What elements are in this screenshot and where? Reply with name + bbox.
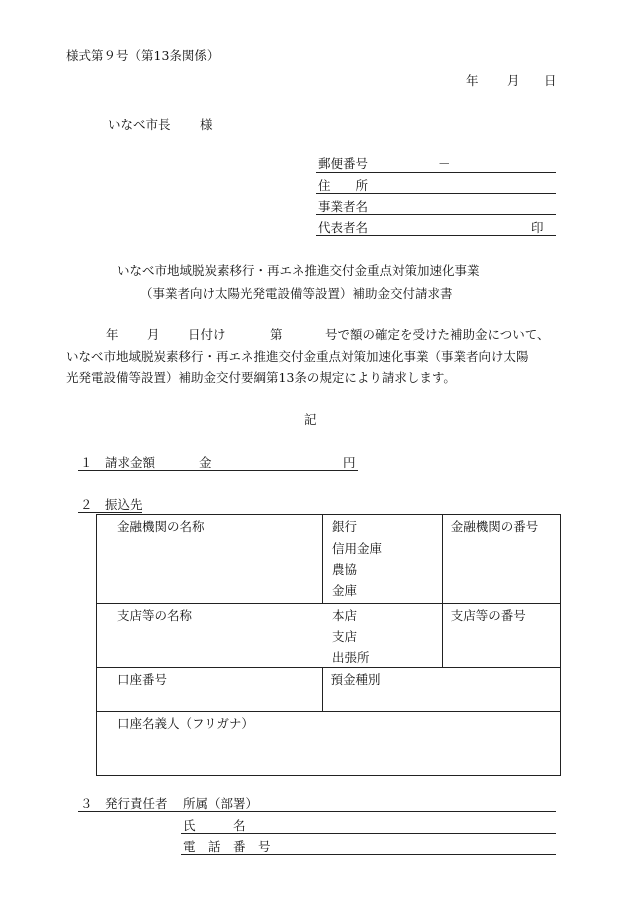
branch-type-2[interactable]: 出張所 (332, 650, 370, 665)
date-day[interactable]: 日 (544, 73, 557, 88)
name-label: 氏 名 (183, 818, 246, 833)
bank-type-2[interactable]: 農協 (332, 562, 358, 577)
deposit-type-cell[interactable] (322, 668, 560, 712)
body-day: 日付け (188, 327, 226, 342)
bank-number-label: 金融機関の番号 (450, 519, 539, 534)
address-field[interactable] (316, 193, 556, 194)
body-line1-rest: 号で額の確定を受けた補助金について、 (325, 327, 550, 342)
bank-name-cell[interactable] (97, 515, 383, 604)
representative-label: 代表者名 (318, 220, 369, 235)
department-field[interactable] (78, 811, 556, 812)
body-year: 年 (106, 327, 119, 342)
name-field[interactable] (181, 833, 556, 834)
department-label: 所属（部署） (183, 796, 259, 811)
section1-kin: 金 (199, 455, 212, 470)
branch-type-1[interactable]: 支店 (332, 629, 358, 644)
section2-label: ２ 振込先 (80, 497, 143, 512)
account-holder-label: 口座名義人（フリガナ） (117, 716, 254, 731)
body-line2: いなべ市地域脱炭素移行・再エネ推進交付金重点対策加速化事業（事業者向け太陽 (66, 349, 529, 364)
account-holder-cell[interactable] (97, 712, 561, 776)
postal-code-dash: － (438, 156, 451, 171)
address-label: 住 所 (318, 178, 369, 193)
section1-yen: 円 (343, 455, 356, 470)
bank-type-1[interactable]: 信用金庫 (332, 541, 383, 556)
business-name-field[interactable] (316, 214, 556, 215)
section1-label: １ 請求金額 (80, 455, 156, 470)
document-title-line1: いなべ市地域脱炭素移行・再エネ推進交付金重点対策加速化事業 (117, 263, 480, 278)
postal-code-field[interactable] (316, 172, 556, 173)
body-dai: 第 (270, 327, 283, 342)
addressee-honorific: 様 (200, 117, 213, 132)
branch-name-cell[interactable] (97, 604, 370, 668)
postal-code-label: 郵便番号 (318, 156, 369, 171)
body-month: 月 (147, 327, 160, 342)
section2-underline (78, 512, 142, 513)
form-number: 様式第９号（第13条関係） (66, 48, 220, 63)
body-line3: 光発電設備等設置）補助金交付要綱第13条の規定により請求します。 (66, 370, 456, 385)
bank-name-label: 金融機関の名称 (117, 519, 205, 534)
branch-number-label: 支店等の番号 (450, 608, 526, 623)
branch-name-label: 支店等の名称 (117, 608, 193, 623)
addressee-name: いなべ市長 (108, 117, 171, 132)
branch-number-cell[interactable] (442, 604, 560, 668)
section3-label: ３ 発行責任者 (80, 796, 168, 811)
deposit-type-label: 預金種別 (330, 672, 381, 687)
ki-heading: 記 (304, 412, 317, 427)
bank-account-table (96, 514, 561, 776)
date-year[interactable]: 年 (466, 73, 479, 88)
bank-type-3[interactable]: 金庫 (332, 583, 358, 598)
branch-type-0[interactable]: 本店 (332, 608, 358, 623)
claim-amount-field[interactable] (78, 470, 358, 471)
account-number-label: 口座番号 (117, 672, 168, 687)
phone-field[interactable] (181, 854, 556, 855)
business-name-label: 事業者名 (318, 199, 369, 214)
document-title-line2: （事業者向け太陽光発電設備等設置）補助金交付請求書 (140, 286, 453, 301)
seal-mark: 印 (531, 220, 544, 235)
bank-type-0[interactable]: 銀行 (332, 519, 358, 534)
phone-label: 電 話 番 号 (183, 839, 271, 854)
representative-field[interactable] (316, 235, 556, 236)
date-month[interactable]: 月 (507, 73, 520, 88)
bank-number-cell[interactable] (442, 515, 560, 604)
account-number-cell[interactable] (97, 668, 323, 712)
